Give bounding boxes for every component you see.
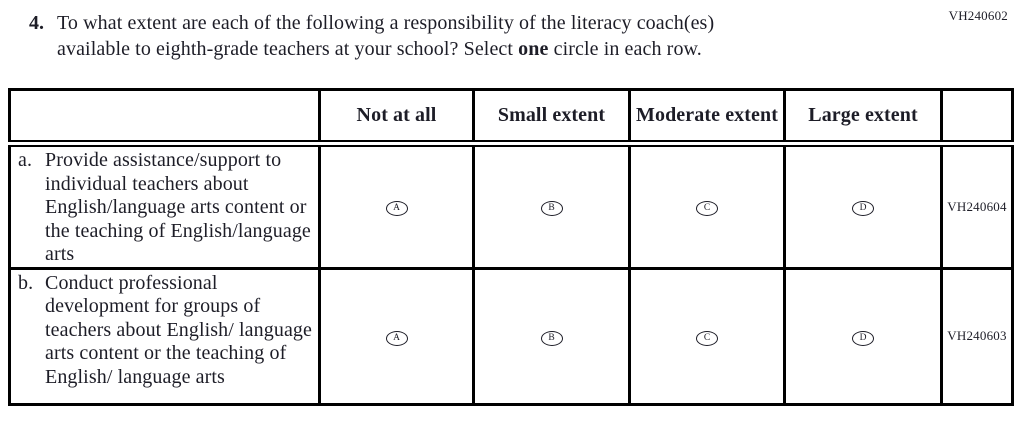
row-a-cell-large-extent: [785, 144, 942, 269]
row-a-letter: a.: [18, 149, 33, 171]
row-a-bubble-D[interactable]: D: [852, 201, 874, 216]
question-text: [57, 10, 714, 62]
question-text-line-2: [57, 36, 714, 62]
row-b-bubble-A[interactable]: A: [386, 331, 408, 346]
question-4: [29, 10, 714, 62]
question-text-line-2-after: circle in each row.: [553, 38, 702, 60]
question-text-line-2-before: available to eighth-grade teachers at your school? Select: [57, 38, 514, 60]
row-a-cell-moderate-extent: [630, 144, 785, 269]
header-not-at-all: Not at all: [320, 90, 474, 144]
row-b-cell-moderate-extent: [630, 268, 785, 404]
table-row-b: [10, 268, 1013, 404]
header-moderate-extent: Moderate extent: [630, 90, 785, 144]
row-b-cell-small-extent: [474, 268, 630, 404]
row-a-bubble-C[interactable]: C: [696, 201, 718, 216]
header-blank-stub: [10, 90, 320, 144]
row-b-bubble-B[interactable]: B: [541, 331, 563, 346]
row-b-cell-not-at-all: [320, 268, 474, 404]
row-a-cell-not-at-all: [320, 144, 474, 269]
row-a-bubble-B[interactable]: B: [541, 201, 563, 216]
response-grid: [8, 88, 1014, 406]
question-text-bold-word: one: [518, 38, 549, 60]
header-row: [10, 90, 1013, 144]
header-small-extent: Small extent: [474, 90, 630, 144]
row-a-label-text: Provide assistance/support to individual teachers about English/language arts content or the teaching of English/language arts: [45, 149, 311, 265]
question-number: 4.: [29, 12, 44, 34]
table-row-a: [10, 144, 1013, 269]
question-text-line-1: To what extent are each of the following a responsibility of the literacy coach(es): [57, 12, 715, 34]
row-a-bubble-A[interactable]: A: [386, 201, 408, 216]
page-accession-code: VH240602: [948, 8, 1008, 23]
header-code-blank: [942, 90, 1013, 144]
row-b-label-text: Conduct professional development for groups of teachers about English/ language arts content or the teaching of English/ language arts: [45, 271, 312, 388]
header-large-extent: Large extent: [785, 90, 942, 144]
row-a-label-cell: [10, 144, 320, 269]
row-b-item-code: VH240603: [942, 268, 1013, 404]
row-b-letter: b.: [18, 271, 34, 294]
row-b-label-cell: [10, 268, 320, 404]
row-a-item-code: VH240604: [942, 144, 1013, 269]
row-a-cell-small-extent: [474, 144, 630, 269]
row-b-cell-large-extent: [785, 268, 942, 404]
row-b-bubble-C[interactable]: C: [696, 331, 718, 346]
row-b-bubble-D[interactable]: D: [852, 331, 874, 346]
